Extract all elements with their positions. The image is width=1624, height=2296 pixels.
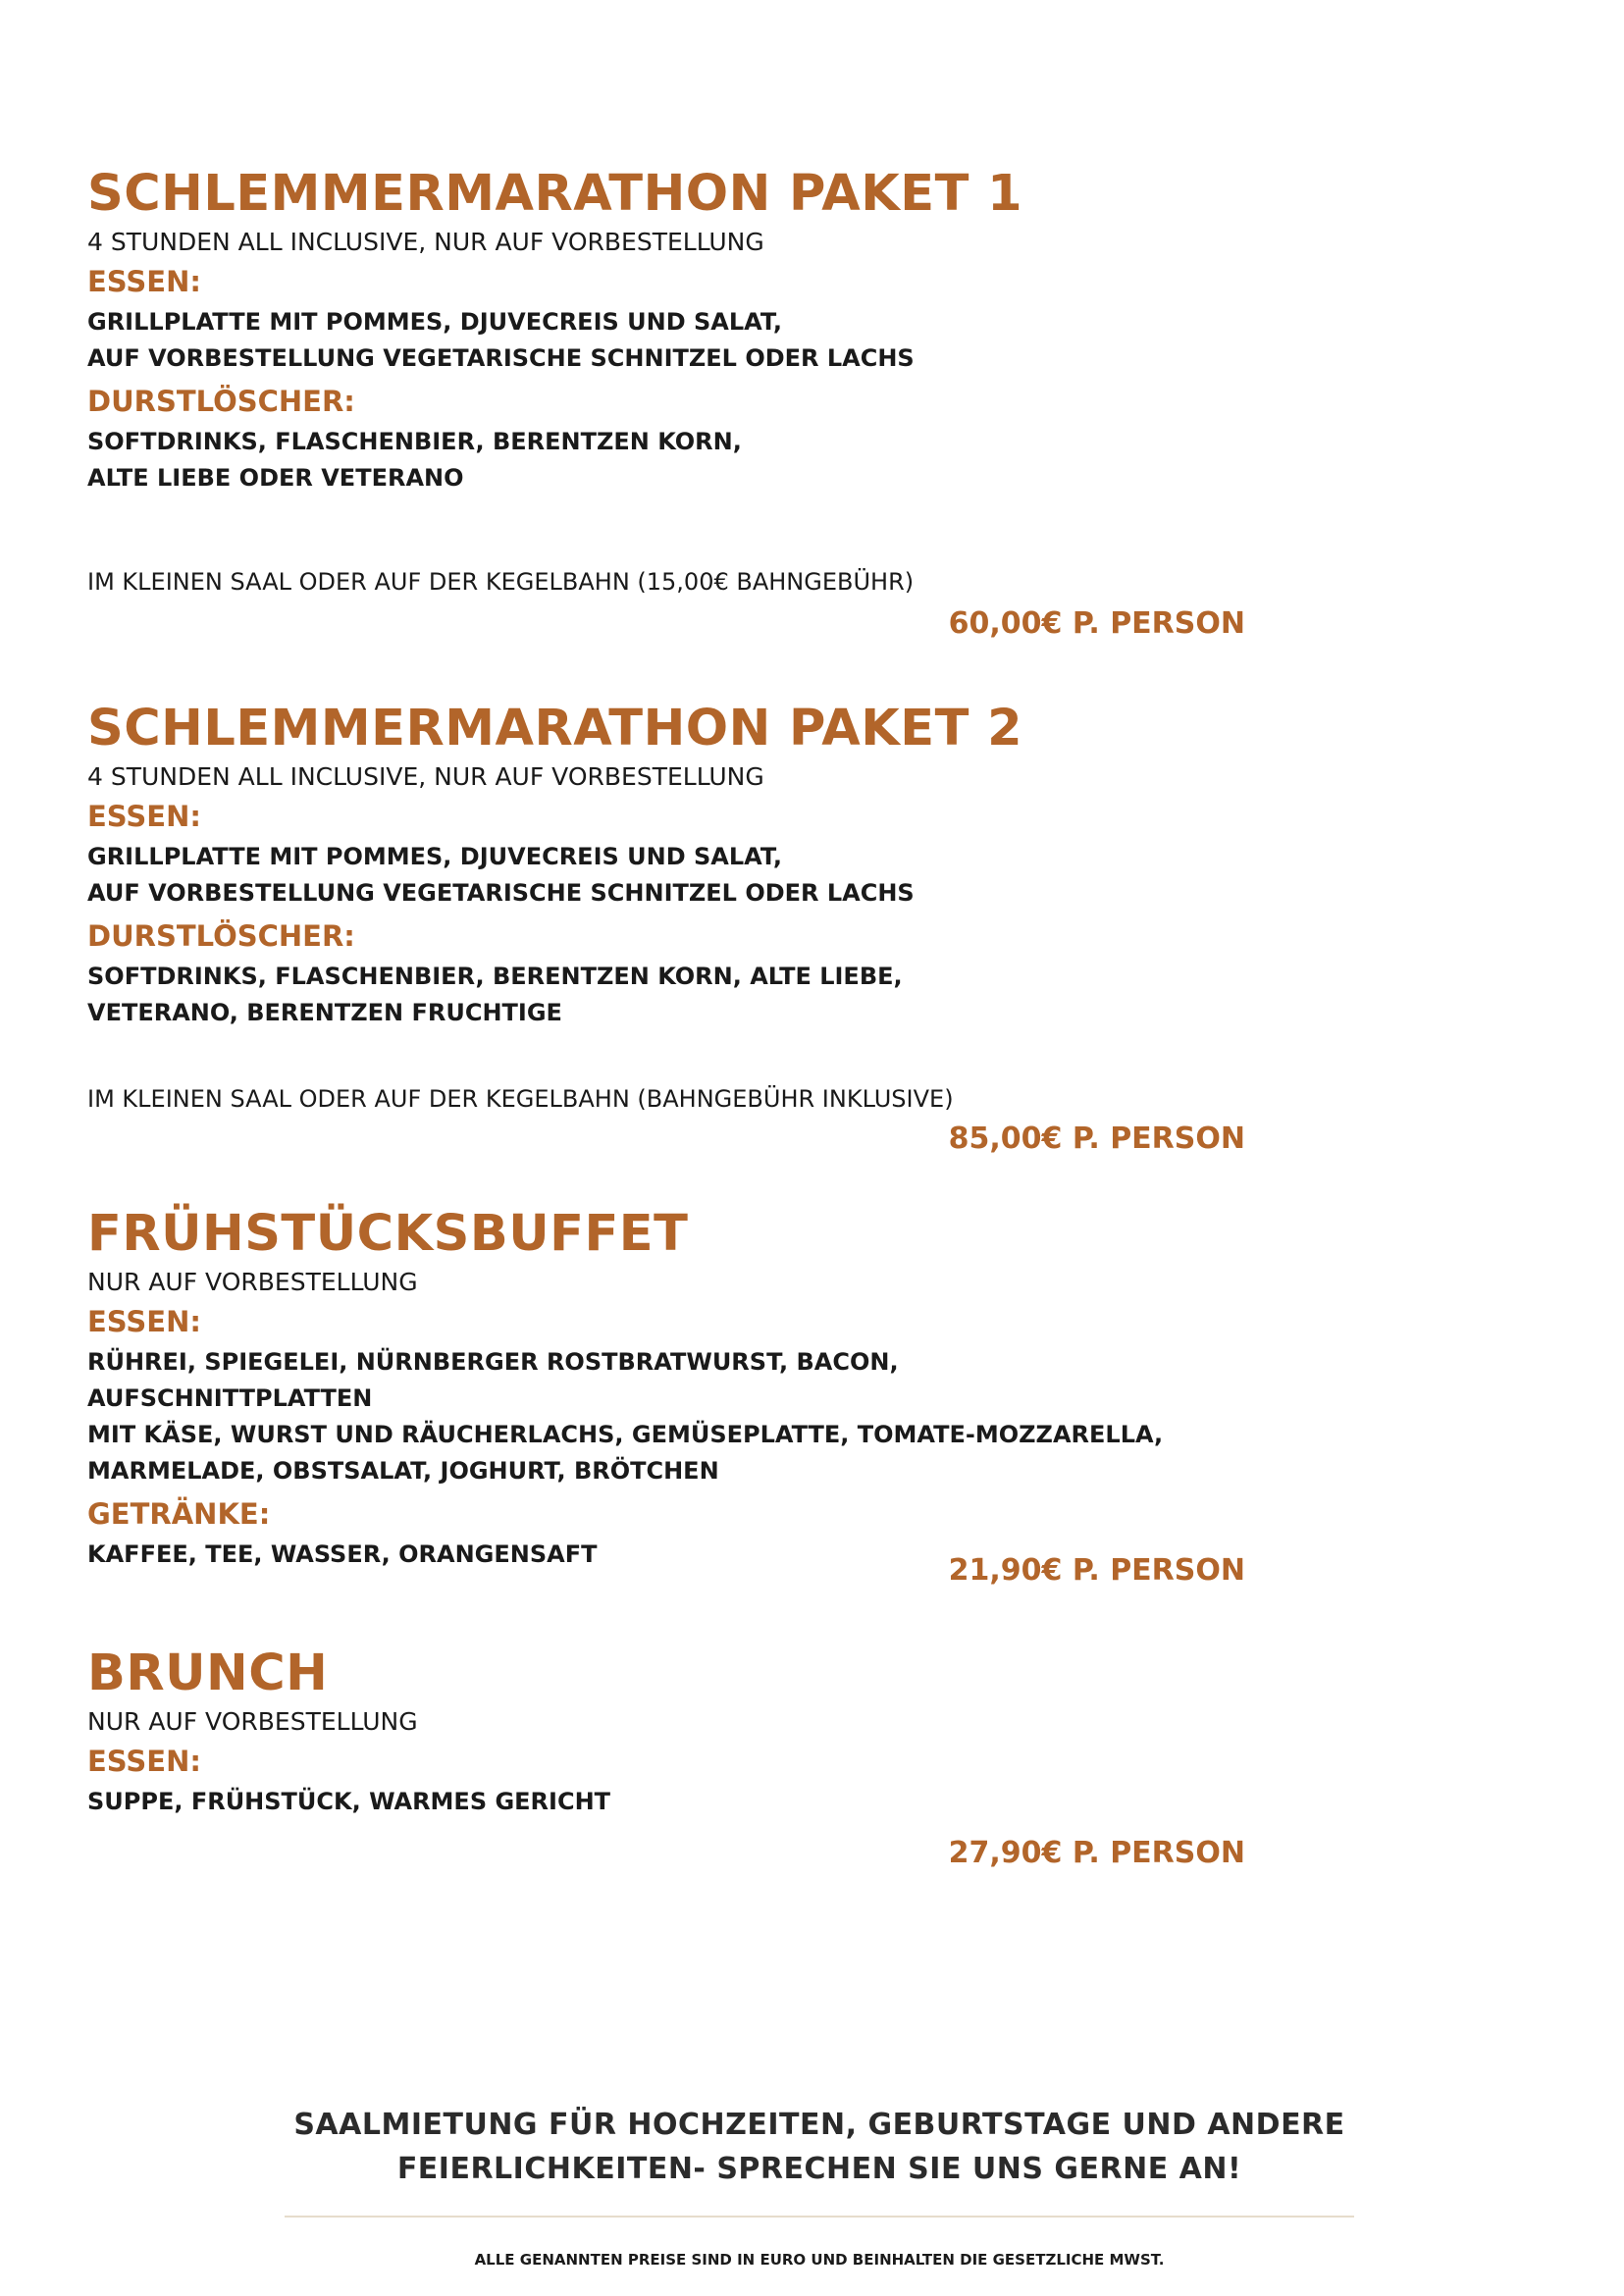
food-line: GRILLPLATTE MIT POMMES, DJUVECREIS UND SALAT,	[87, 843, 782, 870]
food-line: AUF VORBESTELLUNG VEGETARISCHE SCHNITZEL ODER LACHS	[87, 879, 915, 907]
package-1-subtitle: 4 STUNDEN ALL INCLUSIVE, NUR AUF VORBESTELLUNG	[87, 228, 764, 256]
package-2-title: SCHLEMMERMARATHON PAKET 2	[87, 700, 1023, 757]
drinks-line: VETERANO, BERENTZEN FRUCHTIGE	[87, 999, 562, 1026]
brunch-title: BRUNCH	[87, 1644, 329, 1702]
breakfast-buffet-drinks-label: GETRÄNKE:	[87, 1497, 271, 1531]
package-2-subtitle: 4 STUNDEN ALL INCLUSIVE, NUR AUF VORBESTELLUNG	[87, 762, 764, 791]
package-1-food-label: ESSEN:	[87, 265, 201, 298]
package-1-note: IM KLEINEN SAAL ODER AUF DER KEGELBAHN (15,00€ BAHNGEBÜHR)	[87, 568, 915, 596]
breakfast-buffet-title: FRÜHSTÜCKSBUFFET	[87, 1205, 689, 1263]
brunch-food-list	[87, 1784, 1167, 1820]
package-1-section	[87, 165, 1245, 655]
drinks-line: ALTE LIEBE ODER VETERANO	[87, 464, 464, 492]
package-1-food-list	[87, 304, 1167, 377]
package-2-price: 85,00€ P. PERSON	[948, 1122, 1245, 1156]
breakfast-buffet-food-list	[87, 1344, 1167, 1489]
food-line: SUPPE, FRÜHSTÜCK, WARMES GERICHT	[87, 1788, 611, 1815]
package-2-drinks-list	[87, 959, 1167, 1031]
brunch-price: 27,90€ P. PERSON	[948, 1836, 1245, 1870]
package-1-drinks-label: DURSTLÖSCHER:	[87, 385, 355, 418]
package-1-drinks-list	[87, 424, 1167, 496]
food-line: MIT KÄSE, WURST UND RÄUCHERLACHS, GEMÜSEPLATTE, TOMATE-MOZZARELLA,	[87, 1421, 1164, 1448]
package-2-note: IM KLEINEN SAAL ODER AUF DER KEGELBAHN (BAHNGEBÜHR INKLUSIVE)	[87, 1085, 954, 1113]
breakfast-buffet-section	[87, 1205, 1245, 1617]
food-line: GRILLPLATTE MIT POMMES, DJUVECREIS UND SALAT,	[87, 308, 782, 336]
venue-rental-line-1: SAALMIETUNG FÜR HOCHZEITEN, GEBURTSTAGE UND ANDERE	[293, 2108, 1345, 2142]
breakfast-buffet-food-label: ESSEN:	[87, 1305, 201, 1338]
drinks-line: SOFTDRINKS, FLASCHENBIER, BERENTZEN KORN, ALTE LIEBE,	[87, 963, 903, 990]
food-line: RÜHREI, SPIEGELEI, NÜRNBERGER ROSTBRATWURST, BACON, AUFSCHNITTPLATTEN	[87, 1348, 899, 1412]
drinks-line: SOFTDRINKS, FLASCHENBIER, BERENTZEN KORN,	[87, 428, 742, 455]
food-line: MARMELADE, OBSTSALAT, JOGHURT, BRÖTCHEN	[87, 1457, 719, 1485]
package-2-food-list	[87, 839, 1167, 912]
venue-rental-note	[285, 2103, 1354, 2191]
package-1-price: 60,00€ P. PERSON	[948, 606, 1245, 641]
venue-rental-line-2: FEIERLICHKEITEN- SPRECHEN SIE UNS GERNE AN!	[396, 2152, 1242, 2186]
drinks-line: KAFFEE, TEE, WASSER, ORANGENSAFT	[87, 1540, 598, 1568]
legal-note: ALLE GENANNTEN PREISE SIND IN EURO UND BEINHALTEN DIE GESETZLICHE MWST.	[474, 2251, 1165, 2269]
package-2-drinks-label: DURSTLÖSCHER:	[87, 919, 355, 953]
footer-divider	[285, 2216, 1354, 2218]
breakfast-buffet-price: 21,90€ P. PERSON	[948, 1553, 1245, 1588]
brunch-subtitle: NUR AUF VORBESTELLUNG	[87, 1707, 418, 1736]
package-2-section	[87, 700, 1245, 1171]
food-line: AUF VORBESTELLUNG VEGETARISCHE SCHNITZEL ODER LACHS	[87, 344, 915, 372]
brunch-food-label: ESSEN:	[87, 1745, 201, 1778]
breakfast-buffet-subtitle: NUR AUF VORBESTELLUNG	[87, 1268, 418, 1296]
brunch-section	[87, 1644, 1245, 1900]
package-2-food-label: ESSEN:	[87, 800, 201, 833]
package-1-title: SCHLEMMERMARATHON PAKET 1	[87, 165, 1023, 223]
